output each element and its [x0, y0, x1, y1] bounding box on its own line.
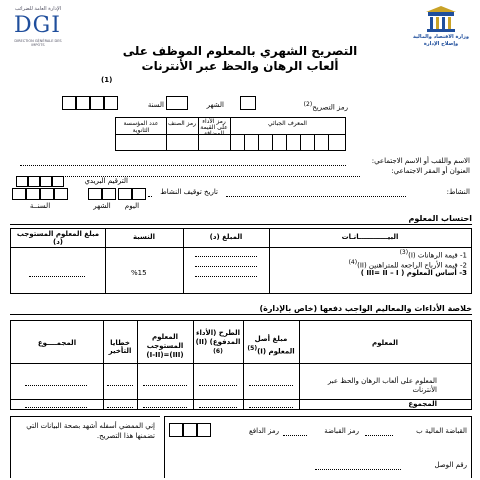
- postal-code-label: الترقيم البريدي: [84, 177, 128, 185]
- address-field[interactable]: [20, 176, 360, 177]
- receipt-number-label: رقم الوصل: [434, 461, 467, 469]
- month-box[interactable]: [166, 96, 188, 110]
- ministry-name: وزارة الاقتصاد والمالية وإصلاح الإدارة: [412, 34, 469, 47]
- summary-row-label: المعلوم على ألعاب الرهان والحظ عبر الأنترنات: [327, 377, 437, 394]
- dgi-logo: [6, 6, 68, 48]
- calc-section-title: احتساب المعلوم: [408, 214, 472, 223]
- summary-total-value[interactable]: [25, 385, 87, 386]
- stop-day-label: اليوم: [124, 202, 140, 210]
- title-line-2: ألعاب الرهان والحظ عبر الأنترنات: [141, 59, 339, 73]
- summary-section-title: خلاصة الأداءات والمعاليم الواجب دفعها (خاص بالإدارة): [259, 304, 472, 313]
- calc-row-2: 2- قيمة الأرباح الراجعة للمتراهنين (II): [357, 261, 467, 270]
- name-label: الاسم واللقب أو الاسم الاجتماعي:: [371, 157, 470, 165]
- certification-box: [10, 416, 160, 478]
- summary-penalty-total[interactable]: [107, 407, 133, 408]
- declaration-note: (2): [303, 101, 313, 108]
- payer-code-box[interactable]: [197, 423, 211, 437]
- summary-due-value[interactable]: [143, 385, 187, 386]
- summary-grand-total[interactable]: [25, 407, 87, 408]
- stop-year-box[interactable]: [54, 188, 68, 200]
- summary-principal-note: (5): [247, 345, 258, 352]
- stop-year-label: السنــة: [29, 202, 51, 210]
- calc-row-1: 1- قيمة الرهانات (I): [408, 251, 467, 260]
- summary-deduct-total[interactable]: [199, 407, 237, 408]
- month-label: الشهر: [206, 101, 224, 109]
- postal-digit-box[interactable]: [16, 176, 28, 187]
- vat-code-header: رمز الأداء على القيمة المضافة: [200, 118, 228, 137]
- summary-col-deduct: الطرح (الأداء المدفوع) (II): [195, 329, 241, 346]
- stop-day-box[interactable]: [132, 188, 146, 200]
- address-label: العنوان أو المقر الاجتماعي:: [391, 167, 470, 175]
- calc-row-3: 3- أساس المعلوم ( III= II – I ): [360, 269, 467, 277]
- summary-penalty-value[interactable]: [107, 385, 133, 386]
- summary-principal-value[interactable]: [249, 385, 293, 386]
- calc-tax-amount[interactable]: [29, 276, 85, 277]
- stop-month-box[interactable]: [88, 188, 102, 200]
- title-note: (1): [101, 76, 113, 84]
- calc-rate-value: %15: [131, 269, 147, 277]
- summary-total-label: المجموع: [408, 400, 437, 408]
- calc-table: [10, 228, 472, 294]
- summary-col-tax: المعلوم: [371, 339, 399, 347]
- postal-digit-box[interactable]: [28, 176, 40, 187]
- dgi-french-text: DIRECTION GÉNÉRALE DES IMPÔTS: [14, 39, 62, 47]
- tax-id-cells[interactable]: [230, 134, 345, 150]
- year-digit-box[interactable]: [62, 96, 76, 110]
- stop-year-box[interactable]: [26, 188, 40, 200]
- calc-row-2-note: (4): [348, 259, 358, 266]
- declaration-code-label: رمز التصريح: [312, 103, 348, 112]
- id-table: [115, 117, 346, 151]
- calc-row-1-note: (3): [399, 249, 409, 256]
- payer-code-box[interactable]: [183, 423, 197, 437]
- receipt-number-field[interactable]: [315, 469, 401, 470]
- postal-digit-box[interactable]: [52, 176, 64, 187]
- ministry-emblem-icon: [424, 6, 458, 32]
- summary-principal-total[interactable]: [249, 407, 293, 408]
- stop-year-box[interactable]: [12, 188, 26, 200]
- calc-col-data: البيــــــــــــانـات: [341, 233, 399, 241]
- postal-digit-box[interactable]: [40, 176, 52, 187]
- receipt-code-field[interactable]: [283, 435, 307, 436]
- receipt-office-field[interactable]: [365, 435, 393, 436]
- summary-col-due: المعلوم المستوجب (III)=(I-II): [146, 333, 184, 359]
- calc-col-rate: النسبة: [132, 233, 156, 241]
- dgi-logo-text: DGI: [14, 13, 61, 38]
- calc-col-tax: مبلغ المعلوم المستوجب (د): [16, 230, 100, 246]
- name-field[interactable]: [20, 165, 346, 166]
- summary-due-total[interactable]: [143, 407, 187, 408]
- tax-id-header: المعرف الجبائي: [268, 120, 307, 127]
- payer-code-box[interactable]: [169, 423, 183, 437]
- summary-col-total: المجمــــوع: [37, 339, 77, 347]
- receipt-code-label: رمز القباضة: [324, 427, 359, 435]
- calc-amount-3[interactable]: [195, 276, 257, 277]
- calc-amount-2[interactable]: [195, 266, 257, 267]
- summary-deduct-note: (6): [213, 348, 223, 355]
- year-digit-box[interactable]: [90, 96, 104, 110]
- stop-year-box[interactable]: [40, 188, 54, 200]
- stop-date-label: تاريخ توقيف النشاط: [160, 188, 218, 196]
- ministry-logo: [410, 6, 474, 54]
- activity-label: النشاط:: [446, 188, 470, 196]
- form-title: [110, 44, 370, 74]
- category-code-header: رمز الصنف: [167, 120, 197, 127]
- activity-field[interactable]: [226, 196, 406, 197]
- summary-table: [10, 320, 472, 410]
- secondary-code-header: عدد المؤسسة الثانوية: [123, 120, 159, 134]
- year-digit-box[interactable]: [76, 96, 90, 110]
- summary-deduct-value[interactable]: [199, 385, 237, 386]
- summary-col-principal: مبلغ أصل المعلوم (I): [254, 335, 295, 356]
- calc-col-amount: المبلغ (د): [209, 233, 243, 241]
- title-line-1: التصريح الشهري بالمعلوم الموظف على: [122, 44, 358, 58]
- receipt-office-label: القباضة المالية ب: [416, 427, 467, 435]
- payer-code-label: رمز الدافع: [249, 427, 279, 435]
- summary-col-penalty: خطايا التأخير: [108, 339, 132, 355]
- receipt-box: [164, 416, 472, 478]
- declaration-code-box[interactable]: [240, 96, 256, 110]
- calc-amount-1[interactable]: [195, 256, 257, 257]
- stop-day-box[interactable]: [118, 188, 132, 200]
- stop-month-box[interactable]: [102, 188, 116, 200]
- certification-text: إني الممضي أسفله أشهد بصحة البيانات التي تضمنها هذا التصريح.: [26, 422, 155, 440]
- year-digit-box[interactable]: [104, 96, 118, 110]
- stop-month-label: الشهر: [93, 202, 111, 210]
- year-label: السنة: [147, 101, 164, 109]
- dgi-arabic-text: الإدارة العامة للضرائب: [14, 6, 62, 12]
